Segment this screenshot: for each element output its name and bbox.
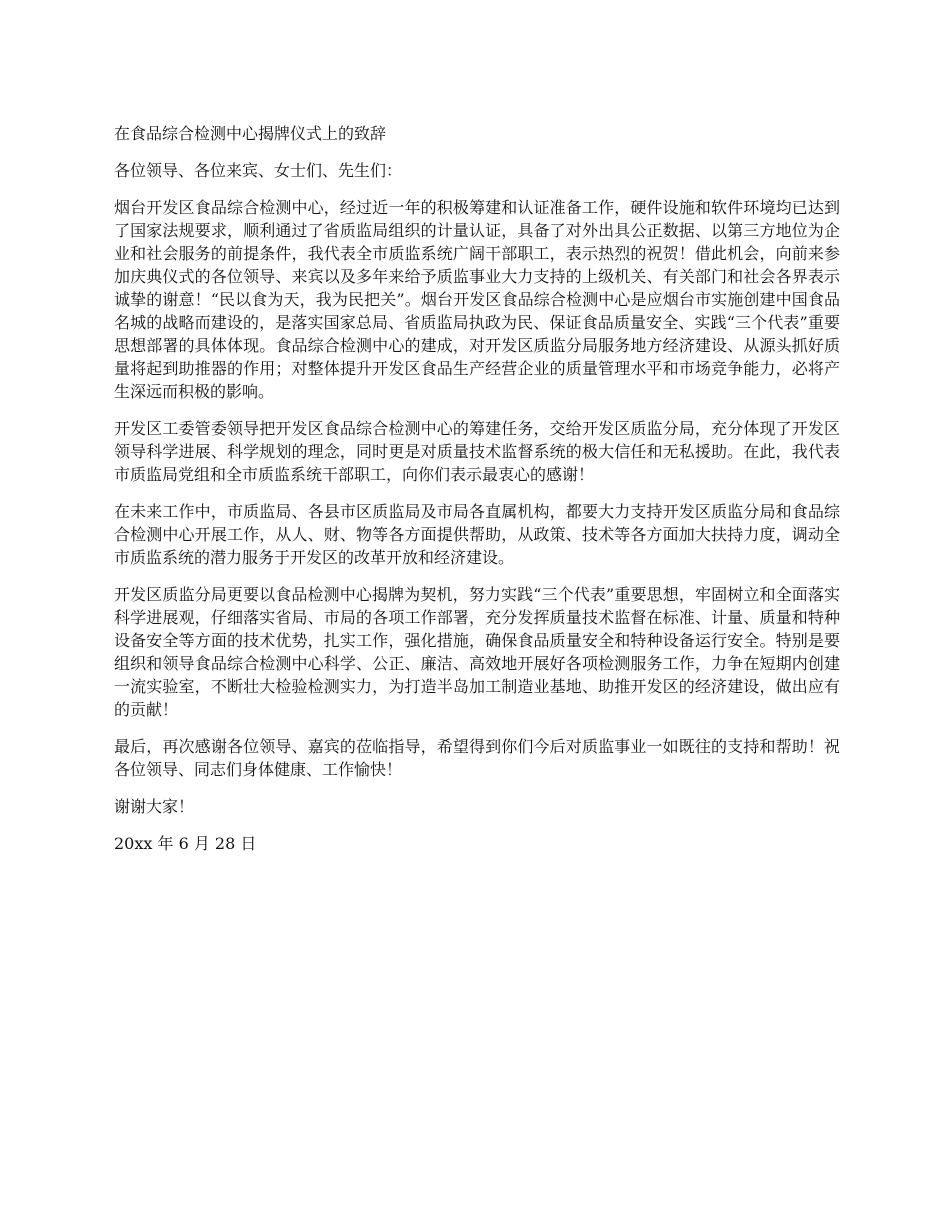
date-line: 20xx 年 6 月 28 日 xyxy=(114,834,257,853)
paragraph: 开发区质监分局更要以食品检测中心揭牌为契机，努力实践“三个代表”重要思想，牢固树立和全面落实科学进展观，仔细落实省局、市局的各项工作部署，充分发挥质量技术监督在标准、计量、质量和特种设备安全等方面的技术优势，扎实工作，强化措施，确保食品质量安全和特种设备运行安全。特别是要组织和领导食品综合检测中心科学、公正、廉洁、高效地开展好各项检测服务工作，力争在短期内创建一流实验室，不断壮大检验检测实力，为打造半岛加工制造业基地、助推开发区的经济建设，做出应有的贡献！ xyxy=(114,585,840,719)
paragraph: 在未来工作中，市质监局、各县市区质监局及市局各直属机构，都要大力支持开发区质监分局和食品综合检测中心开展工作，从人、财、物等各方面提供帮助，从政策、技术等各方面加大扶持力度，调动全市质监系统的潜力服务于开发区的改革开放和经济建设。 xyxy=(114,502,840,567)
greeting-line: 各位领导、各位来宾、女士们、先生们： xyxy=(114,161,403,180)
paragraph: 最后，再次感谢各位领导、嘉宾的莅临指导，希望得到你们今后对质监事业一如既往的支持和帮助！祝各位领导、同志们身体健康、工作愉快！ xyxy=(114,737,840,779)
paragraph: 烟台开发区食品综合检测中心，经过近一年的积极筹建和认证准备工作，硬件设施和软件环境均已达到了国家法规要求，顺利通过了省质监局组织的计量认证，具备了对外出具公正数据、以第三方地位为企业和社会服务的前提条件，我代表全市质监系统广阔干部职工，表示热烈的祝贺！借此机会，向前来参加庆典仪式的各位领导、来宾以及多年来给予质监事业大力支持的上级机关、有关部门和社会各界表示诚挚的谢意！“民以食为天，我为民把关”。烟台开发区食品综合检测中心是应烟台市实施创建中国食品名城的战略而建设的，是落实国家总局、省质监局执政为民、保证食品质量安全、实践“三个代表”重要思想部署的具体体现。食品综合检测中心的建成，对开发区质监分局服务地方经济建设、从源头抓好质量将起到助推器的作用；对整体提升开发区食品生产经营企业的质量管理水平和市场竞争能力，必将产生深远而积极的影响。 xyxy=(114,198,840,401)
closing-line: 谢谢大家！ xyxy=(114,797,195,816)
paragraph: 开发区工委管委领导把开发区食品综合检测中心的筹建任务，交给开发区质监分局，充分体现了开发区领导科学进展、科学规划的理念，同时更是对质量技术监督系统的极大信任和无私援助。在此，我代表市质监局党组和全市质监系统干部职工，向你们表示最衷心的感谢！ xyxy=(114,419,840,484)
document-title: 在食品综合检测中心揭牌仪式上的致辞 xyxy=(114,124,387,143)
document-page xyxy=(114,122,840,869)
